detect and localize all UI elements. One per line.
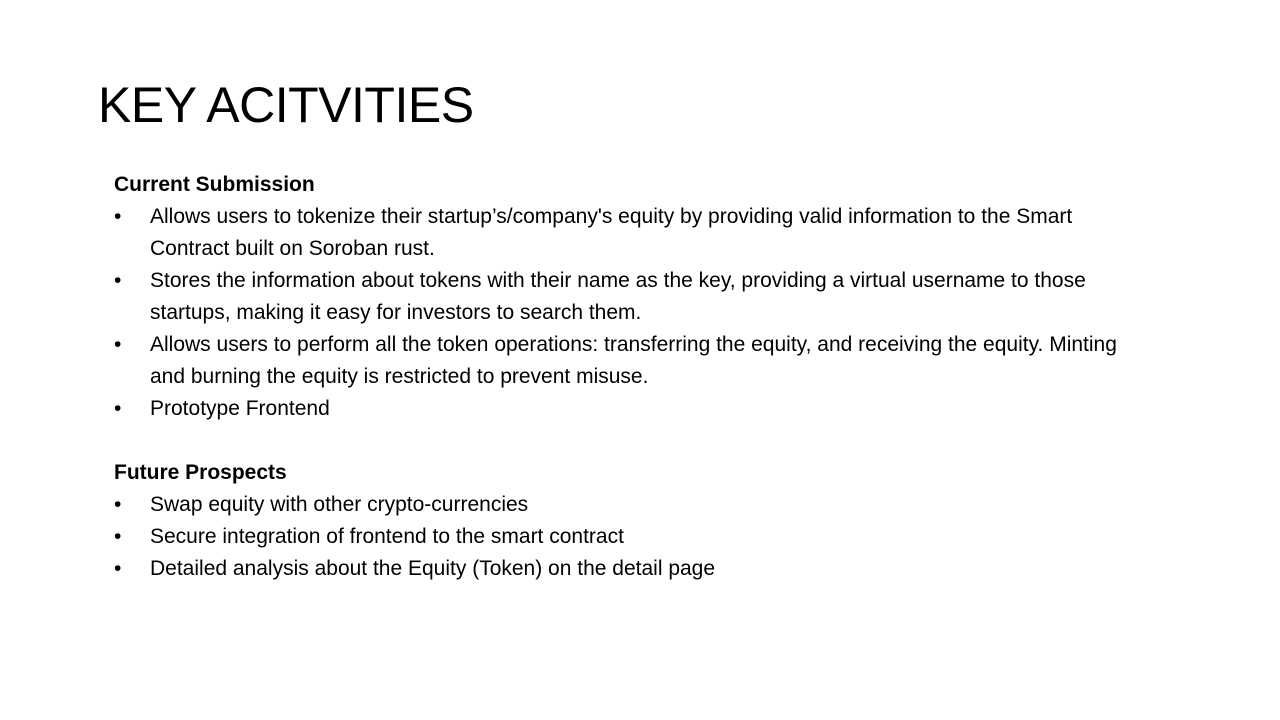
bullet-icon: • — [114, 397, 122, 420]
bullet-text: Prototype Frontend — [150, 397, 330, 420]
bullet-item — [114, 521, 1154, 553]
bullet-icon: • — [114, 205, 122, 228]
bullet-text: Detailed analysis about the Equity (Token) on the detail page — [150, 557, 716, 580]
bullet-item — [114, 489, 1154, 521]
bullet-item — [114, 201, 1154, 265]
bullet-list — [114, 201, 1154, 425]
bullet-icon: • — [114, 557, 122, 580]
bullet-text: Swap equity with other crypto-currencies — [150, 493, 529, 516]
section-future-prospects — [114, 457, 1154, 585]
bullet-text: Allows users to perform all the token operations: transferring the equity, and receiving the equity. Minting and burning the equity is restricted to prevent misuse. — [150, 333, 1117, 388]
bullet-icon: • — [114, 269, 122, 292]
section-spacer — [114, 425, 1154, 457]
bullet-text: Allows users to tokenize their startup’s/company's equity by providing valid information to the Smart Contract built on Soroban rust. — [150, 205, 1073, 260]
bullet-item — [114, 265, 1154, 329]
slide-title: KEY ACITVITIES — [98, 77, 474, 133]
bullet-item — [114, 393, 1154, 425]
section-heading: Future Prospects — [114, 461, 287, 484]
section-current-submission — [114, 169, 1154, 425]
bullet-text: Secure integration of frontend to the smart contract — [150, 525, 624, 548]
section-heading: Current Submission — [114, 173, 315, 196]
slide-body — [114, 169, 1154, 585]
bullet-item — [114, 553, 1154, 585]
bullet-icon: • — [114, 525, 122, 548]
bullet-icon: • — [114, 333, 122, 356]
bullet-list — [114, 489, 1154, 585]
bullet-icon: • — [114, 493, 122, 516]
bullet-item — [114, 329, 1154, 393]
bullet-text: Stores the information about tokens with their name as the key, providing a virtual username to those startups, making it easy for investors to search them. — [150, 269, 1086, 324]
